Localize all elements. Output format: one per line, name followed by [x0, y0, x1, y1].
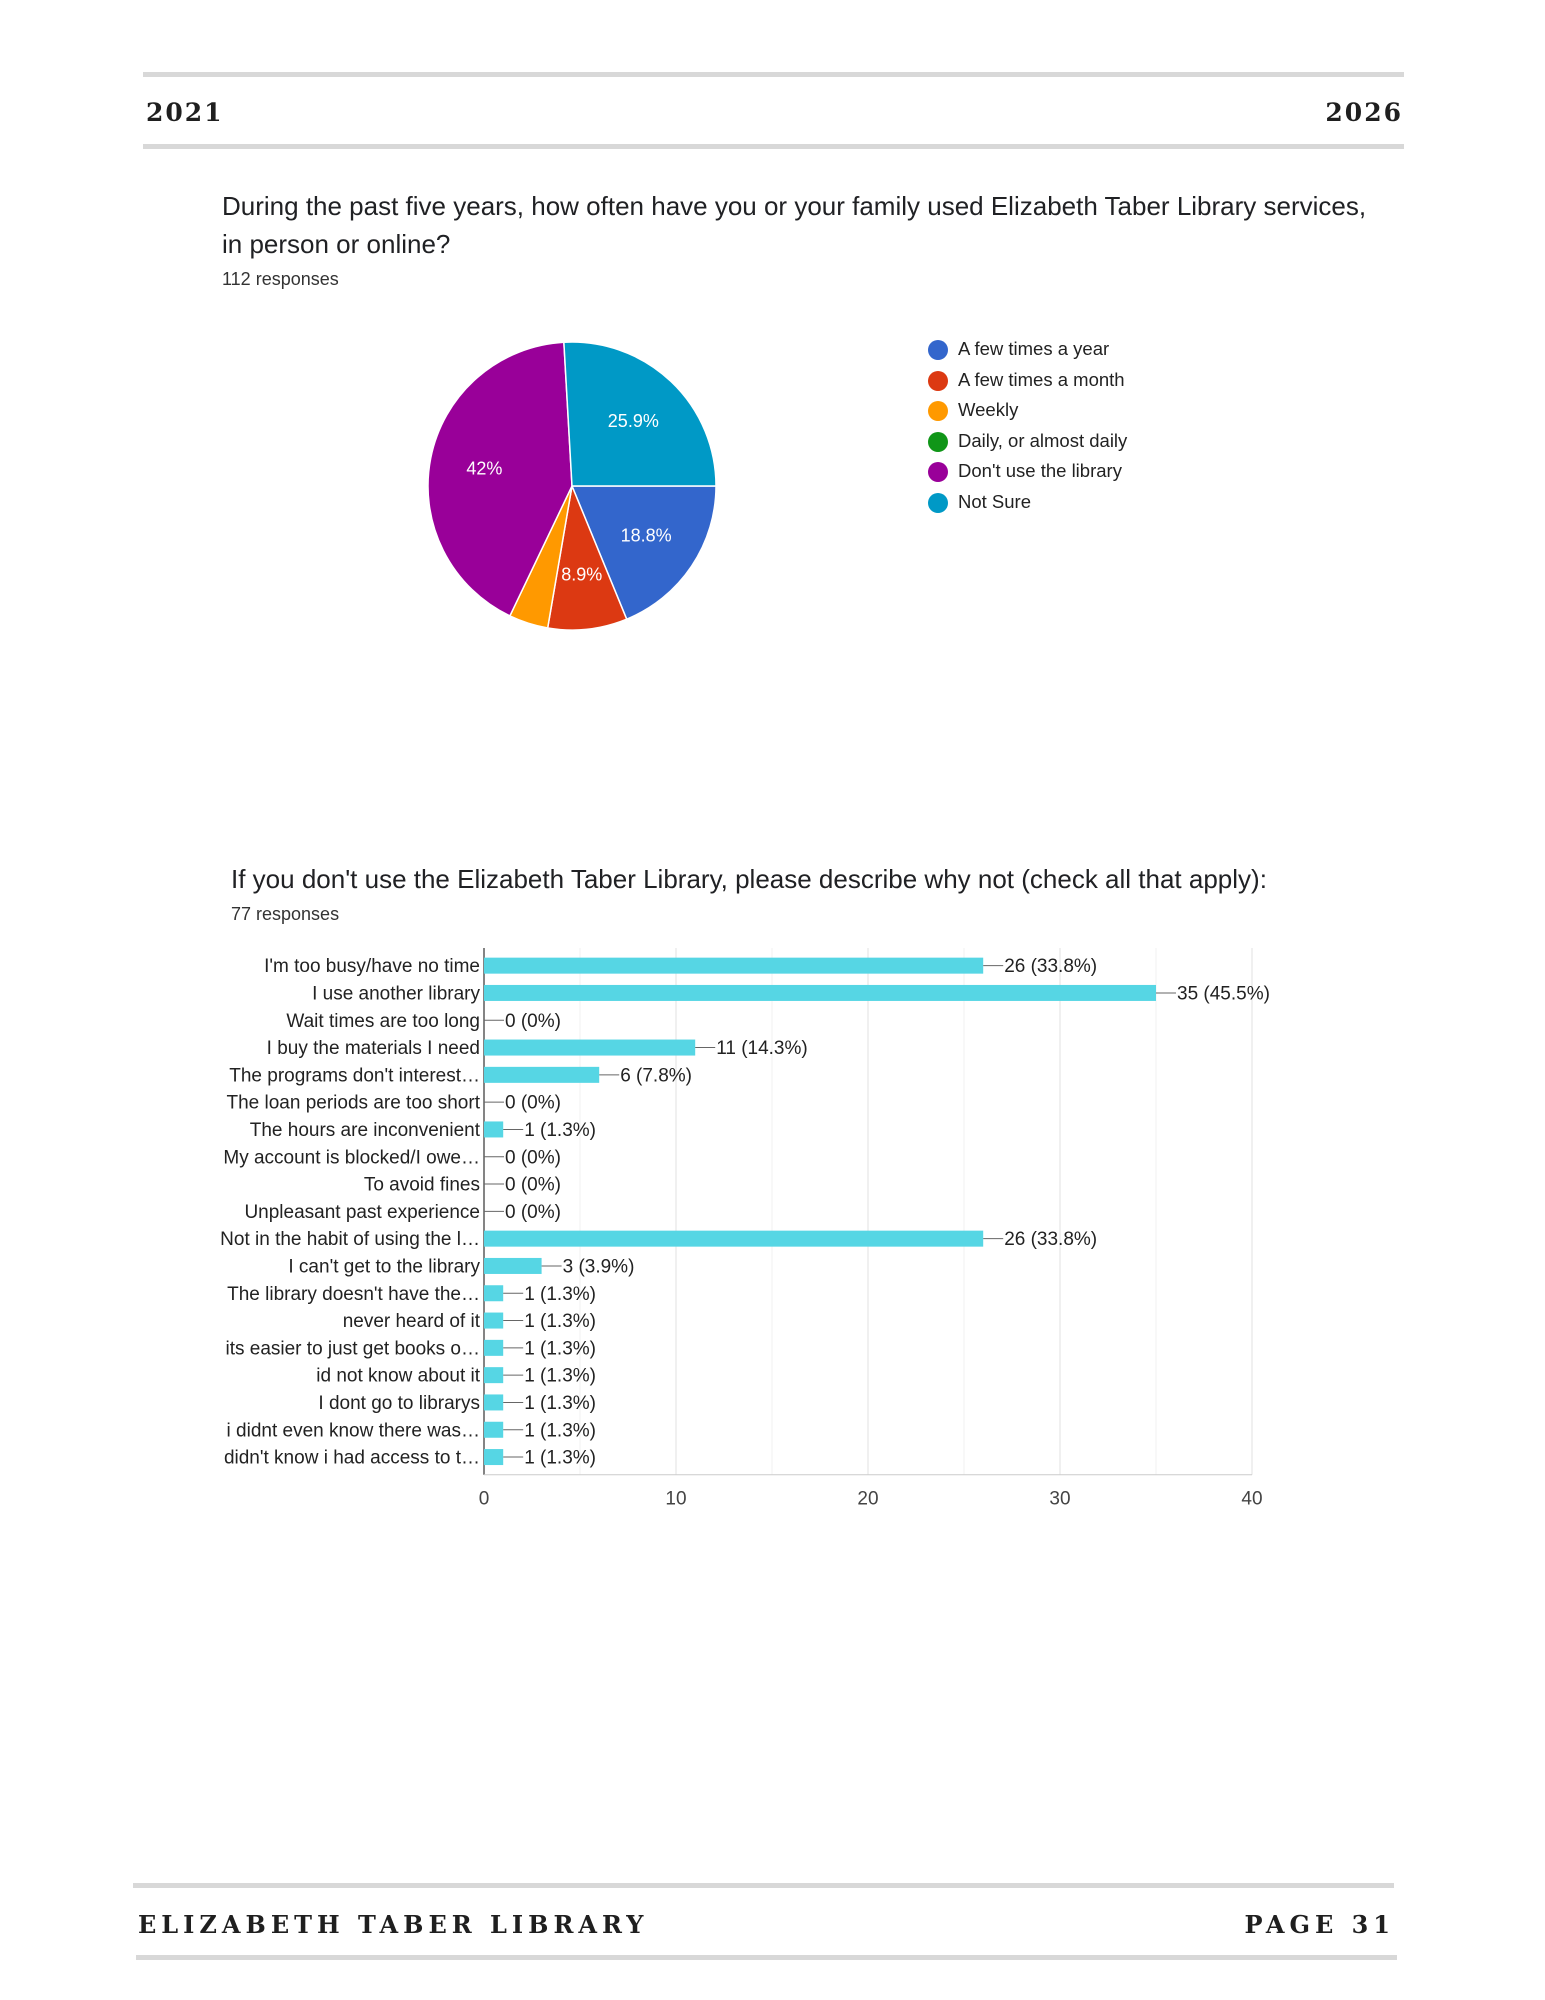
x-tick-label: 10: [665, 1488, 687, 1510]
legend-label: Weekly: [958, 399, 1019, 420]
header-year-start: 2021: [146, 98, 224, 127]
bar-id-not-know-about-it: [484, 1367, 503, 1383]
category-label: My account is blocked/I owe…: [223, 1147, 480, 1169]
category-label: i didnt even know there was…: [226, 1420, 480, 1442]
bar-the-library-doesn-t-have-the: [484, 1285, 503, 1301]
category-label: The library doesn't have the…: [227, 1283, 480, 1305]
category-label: I dont go to librarys: [318, 1392, 480, 1414]
pie-slice-label: 8.9%: [561, 564, 603, 585]
category-label: The hours are inconvenient: [249, 1119, 480, 1141]
x-tick-label: 30: [1049, 1488, 1071, 1510]
footer-bottom-rule: [136, 1955, 1397, 1960]
legend-label: A few times a year: [958, 338, 1110, 359]
bar-data-label: 26 (33.8%): [1004, 1229, 1098, 1251]
x-tick-label: 40: [1241, 1488, 1263, 1510]
bar-i-can-t-get-to-the-library: [484, 1258, 542, 1274]
legend-label: Don't use the library: [958, 460, 1122, 481]
bar-data-label: 26 (33.8%): [1004, 956, 1098, 978]
bar-data-label: 6 (7.8%): [620, 1065, 693, 1087]
bar-i-m-too-busy-have-no-time: [484, 958, 983, 974]
bar-i-buy-the-materials-i-need: [484, 1040, 695, 1056]
bar-data-label: 1 (1.3%): [524, 1338, 597, 1360]
bar-data-label: 0 (0%): [505, 1174, 561, 1196]
category-label: The loan periods are too short: [226, 1092, 480, 1114]
bar-data-label: 11 (14.3%): [716, 1038, 808, 1060]
category-label: Not in the habit of using the l…: [220, 1229, 480, 1251]
pie-slice-label: 25.9%: [607, 411, 659, 432]
category-label: I use another library: [312, 983, 480, 1005]
bar-data-label: 0 (0%): [505, 1201, 561, 1223]
bar-data-label: 1 (1.3%): [524, 1311, 597, 1333]
question1-response-count: 112 responses: [222, 269, 339, 289]
bar-data-label: 1 (1.3%): [524, 1283, 597, 1305]
bar-its-easier-to-just-get-books-o: [484, 1340, 503, 1356]
bar-chart: [0, 940, 1400, 1540]
bar-i-use-another-library: [484, 985, 1156, 1001]
bar-data-label: 1 (1.3%): [524, 1365, 597, 1387]
bar-i-dont-go-to-librarys: [484, 1394, 503, 1410]
category-label: I'm too busy/have no time: [264, 956, 480, 978]
category-label: The programs don't interest…: [229, 1065, 480, 1087]
category-label: didn't know i had access to t…: [223, 1447, 480, 1469]
bar-data-label: 1 (1.3%): [524, 1447, 597, 1469]
category-label: never heard of it: [342, 1311, 480, 1333]
legend-swatch: [928, 401, 948, 421]
header-top-rule: [143, 72, 1404, 77]
footer-library-name: ELIZABETH TABER LIBRARY: [138, 1910, 649, 1939]
legend-swatch: [928, 432, 948, 452]
question2-response-count: 77 responses: [231, 904, 340, 924]
legend-label: Daily, or almost daily: [958, 429, 1128, 451]
category-label: I can't get to the library: [288, 1256, 480, 1278]
category-label: Unpleasant past experience: [244, 1201, 480, 1223]
bar-data-label: 0 (0%): [505, 1092, 561, 1114]
legend-label: Not Sure: [958, 490, 1032, 512]
x-tick-label: 20: [857, 1488, 879, 1510]
category-label: To avoid fines: [363, 1174, 480, 1196]
category-label: id not know about it: [316, 1365, 480, 1387]
legend-swatch: [928, 371, 948, 391]
bar-i-didnt-even-know-there-was: [484, 1422, 503, 1438]
category-label: I buy the materials I need: [266, 1038, 480, 1060]
question2-title: If you don't use the Elizabeth Taber Library, please describe why not (check all that apply):: [231, 864, 1267, 894]
category-label: its easier to just get books o…: [225, 1338, 480, 1360]
legend-swatch: [928, 462, 948, 482]
question1-title-line1: During the past five years, how often have you or your family used Elizabeth Taber Library services,: [222, 191, 1367, 221]
question1-title: [222, 187, 1366, 263]
legend-label: A few times a month: [958, 368, 1125, 390]
bar-data-label: 3 (3.9%): [562, 1256, 635, 1278]
bar-data-label: 0 (0%): [505, 1147, 561, 1169]
bar-data-label: 0 (0%): [505, 1010, 561, 1032]
header-year-end: 2026: [1325, 98, 1403, 127]
question1-title-line2: in person or online?: [222, 229, 451, 259]
legend-swatch: [928, 493, 948, 513]
footer-page-number: PAGE 31: [1244, 1910, 1395, 1939]
x-tick-label: 0: [478, 1488, 490, 1510]
bar-data-label: 1 (1.3%): [524, 1119, 597, 1141]
footer-top-rule: [133, 1883, 1394, 1888]
pie-slice-label: 42%: [466, 458, 503, 479]
bar-the-programs-don-t-interest: [484, 1067, 599, 1083]
category-label: Wait times are too long: [286, 1010, 480, 1032]
legend-swatch: [928, 340, 948, 360]
bar-data-label: 35 (45.5%): [1177, 983, 1270, 1005]
pie-chart: [412, 326, 732, 646]
bar-didn-t-know-i-had-access-to-t: [484, 1449, 503, 1465]
bar-not-in-the-habit-of-using-the-l: [484, 1231, 983, 1247]
bar-data-label: 1 (1.3%): [524, 1392, 597, 1414]
bar-the-hours-are-inconvenient: [484, 1121, 503, 1137]
header-bottom-rule: [143, 144, 1404, 149]
bar-data-label: 1 (1.3%): [524, 1420, 597, 1442]
bar-never-heard-of-it: [484, 1313, 503, 1329]
pie-slice-label: 18.8%: [620, 525, 672, 546]
